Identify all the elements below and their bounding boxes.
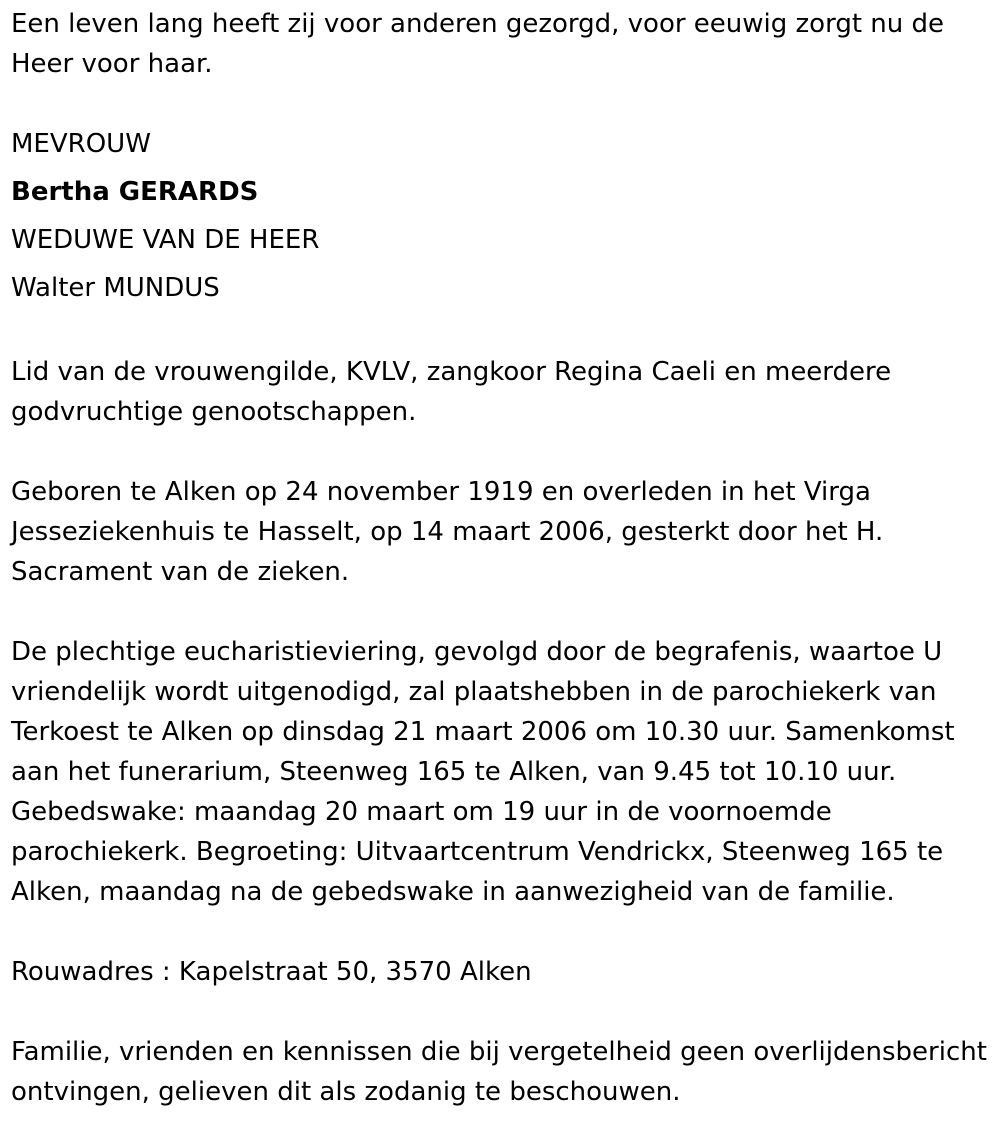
salutation: MEVROUW (11, 129, 151, 159)
spacer (11, 912, 988, 952)
spacer (11, 992, 988, 1032)
intro-quote: Een leven lang heeft zij voor anderen gezorgd, voor eeuwig zorgt nu de Heer voor haar. (11, 9, 945, 79)
notice-paragraph: Familie, vrienden en kennissen die bij vergetelheid geen overlijdensbericht ontvingen, gelieven dit als zodanig te beschouwen. (11, 1037, 987, 1107)
spouse-name: Walter MUNDUS (11, 273, 220, 303)
spacer (11, 432, 988, 472)
spacer (11, 84, 988, 124)
spacer (11, 592, 988, 632)
birth-death-paragraph: Geboren te Alken op 24 november 1919 en overleden in het Virga Jesseziekenhuis te Hasselt, op 14 maart 2006, gesterkt door het H. Sacrament van de zieken. (11, 477, 884, 587)
membership-paragraph: Lid van de vrouwengilde, KVLV, zangkoor Regina Caeli en meerdere godvruchtige genootschappen. (11, 357, 892, 427)
relation: WEDUWE VAN DE HEER (11, 225, 320, 255)
deceased-block (11, 120, 988, 312)
spacer (11, 312, 988, 352)
mourning-address: Rouwadres : Kapelstraat 50, 3570 Alken (11, 957, 532, 987)
deceased-name: Bertha GERARDS (11, 177, 259, 207)
ceremony-paragraph: De plechtige eucharistieviering, gevolgd door de begrafenis, waartoe U vriendelijk wordt uitgenodigd, zal plaatshebben in de parochiekerk van Terkoest te Alken op dinsdag 21 maart 2006 om 10.30 uur. Samenkomst aan het funerarium, Steenweg 165 te Alken, van 9.45 tot 10.10 uur. Gebedswake: maandag 20 maart om 19 uur in de voornoemde parochiekerk. Begroeting: Uitvaartcentrum Vendrickx, Steenweg 165 te Alken, maandag na de gebedswake in aanwezigheid van de familie. (11, 637, 955, 907)
